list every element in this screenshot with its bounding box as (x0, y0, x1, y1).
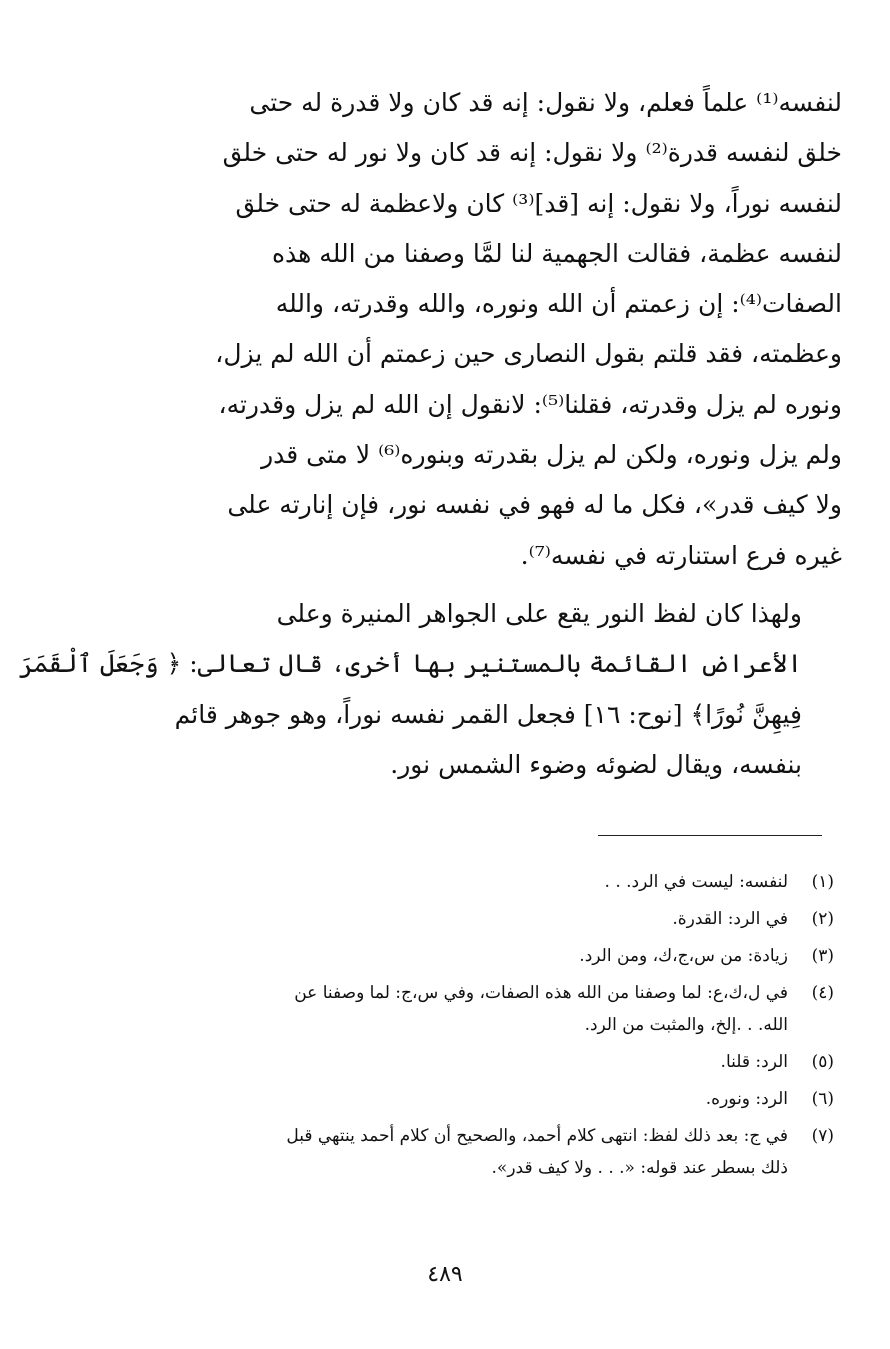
footnote-number: (٣) (811, 946, 834, 966)
footnote-number: (٢) (811, 909, 834, 929)
footnote-number: (٦) (811, 1089, 834, 1109)
text-line: لنفسه⁽¹⁾ علماً فعلم، ولا نقول: إنه قد كان ولا قدرة له حتى (249, 88, 842, 117)
footnote-text (150, 1083, 788, 1115)
footnote-2 (150, 903, 842, 935)
footnote-line: زيادة: من س،ج،ك، ومن الرد. (579, 946, 788, 966)
main-text (18, 78, 842, 790)
footnote-text (150, 866, 788, 898)
footnote-line: في ل،ك،ع: لما وصفنا من الله هذه الصفات، وفي س،ج: لما وصفنا عن (294, 983, 788, 1003)
footnote-line: في ج: بعد ذلك لفظ: انتهى كلام أحمد، والصحيح أن كلام أحمد ينتهي قبل (286, 1126, 788, 1146)
text-line: وعظمته، فقد قلتم بقول النصارى حين زعمتم أن الله لم يزل، (215, 339, 842, 369)
footnote-number: (٥) (811, 1052, 834, 1072)
text-line: الأعراض القائمة بالمستنير بها أخرى، قال تعالى: ﴿ وَجَعَلَ ٱلْقَمَرَ (18, 649, 802, 679)
footnote-7 (150, 1120, 842, 1184)
text-line: بنفسه، ويقال لضوئه وضوء الشمس نور. (390, 749, 802, 779)
text-line: ولم يزل ونوره، ولكن لم يزل بقدرته وبنوره⁽⁶⁾ لا متى قدر (261, 440, 842, 470)
footnote-5 (150, 1046, 842, 1078)
footnote-line: في الرد: القدرة. (672, 909, 788, 929)
text-line: خلق لنفسه قدرة⁽²⁾ ولا نقول: إنه قد كان ولا نور له حتى خلق (222, 138, 842, 168)
footnote-text (150, 1120, 788, 1184)
footnote-number: (٧) (811, 1126, 834, 1146)
footnote-text (150, 1046, 788, 1078)
footnote-3 (150, 940, 842, 972)
text-line: ولا كيف قدر»، فكل ما له فهو في نفسه نور، فإن إنارته على (227, 490, 842, 520)
text-line: لنفسه عظمة، فقالت الجهمية لنا لمَّا وصفنا من الله هذه (271, 238, 842, 268)
text-line: لنفسه نوراً، ولا نقول: إنه [قد]⁽³⁾ كان ولاعظمة له حتى خلق (235, 188, 842, 218)
footnotes (150, 866, 842, 1189)
footnote-text (150, 940, 788, 972)
footnote-6 (150, 1083, 842, 1115)
footnote-line: ذلك بسطر عند قوله: «. . . ولا كيف قدر». (491, 1158, 788, 1178)
text-line: فِيهِنَّ نُورًا﴾ [نوح: ١٦] فجعل القمر نفسه نوراً، وهو جوهر قائم (174, 699, 802, 729)
page-number: ٤٨٩ (427, 1262, 463, 1287)
footnote-line: الرد: قلنا. (720, 1052, 788, 1072)
footnote-text (150, 977, 788, 1041)
footnote-divider (598, 835, 822, 836)
paragraph-1 (150, 78, 842, 581)
footnote-1 (150, 866, 842, 898)
footnote-number: (١) (811, 872, 834, 892)
text-line: ونوره لم يزل وقدرته، فقلنا⁽⁵⁾: لانقول إن الله لم يزل وقدرته، (218, 389, 842, 419)
footnote-line: لنفسه: ليست في الرد. . . (604, 872, 788, 892)
footnote-line: الرد: ونوره. (705, 1089, 788, 1109)
footnote-line: الله. . .إلخ، والمثبت من الرد. (584, 1015, 788, 1035)
footnote-4 (150, 977, 842, 1041)
text-line: الصفات⁽⁴⁾: إن زعمتم أن الله ونوره، والله وقدرته، والله (275, 289, 842, 319)
footnote-number: (٤) (811, 983, 834, 1003)
text-line: ولهذا كان لفظ النور يقع على الجواهر المنيرة وعلى (276, 598, 802, 628)
footnote-text (150, 903, 788, 935)
text-line: غيره فرع استنارته في نفسه⁽⁷⁾. (520, 540, 842, 570)
paragraph-2 (18, 589, 842, 790)
